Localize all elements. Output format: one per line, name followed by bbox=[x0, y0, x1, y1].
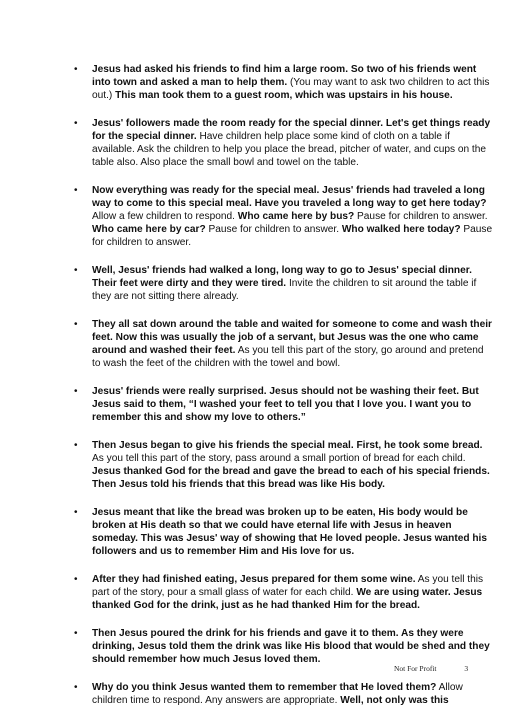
bold-text: They all sat down around the table and waited for someone to come and wash their feet. Now this was usually the job of a servant, but Jesus was the one who came around and washed their feet. bbox=[92, 319, 493, 356]
footer-label: Not For Profit bbox=[394, 664, 437, 673]
bullet-paragraph bbox=[74, 318, 494, 370]
bullet-paragraph bbox=[74, 681, 494, 707]
bold-text: Well, not only was this bbox=[340, 695, 449, 706]
bullet-icon: • bbox=[74, 386, 78, 397]
bullet-paragraph bbox=[74, 506, 494, 558]
instruction-text: Pause for children to answer. bbox=[205, 224, 342, 235]
instruction-text: (You may want to ask two children to act this out.) bbox=[92, 77, 490, 101]
bold-text: Jesus' followers made the room ready for the special dinner. Let's get things ready for the special dinner. bbox=[92, 118, 491, 142]
bullet-icon: • bbox=[74, 507, 78, 518]
instruction-text: Allow children time to respond. Any answers are appropriate. bbox=[92, 682, 463, 706]
bullet-icon: • bbox=[74, 265, 78, 276]
bold-text: Jesus meant that like the bread was broken up to be eaten, His body would be broken at His death so that we could have eternal life with Jesus in heaven someday. This was Jesus' way of showing that He loved people. Jesus wanted his followers and us to remember Him and His love for us. bbox=[92, 507, 487, 557]
bold-text: Why do you think Jesus wanted them to remember that He loved them? bbox=[92, 682, 437, 693]
bullet-paragraph bbox=[74, 439, 494, 491]
instruction-text: As you tell this part of the story, pass around a small portion of bread for each child. bbox=[92, 453, 466, 464]
bullet-icon: • bbox=[74, 574, 78, 585]
instruction-text: Pause for children to answer. bbox=[354, 211, 488, 222]
bullet-icon: • bbox=[74, 118, 78, 129]
page-footer bbox=[394, 664, 468, 673]
instruction-text: Invite the children to sit around the table if they are not sitting there already. bbox=[92, 278, 477, 302]
bullet-paragraph bbox=[74, 385, 494, 424]
bullet-list bbox=[74, 63, 494, 722]
instruction-text: Allow a few children to respond. bbox=[92, 211, 238, 222]
bullet-icon: • bbox=[74, 319, 78, 330]
bullet-icon: • bbox=[74, 440, 78, 451]
bold-text: Who came here by car? bbox=[92, 224, 206, 235]
bullet-icon: • bbox=[74, 185, 78, 196]
bullet-paragraph bbox=[74, 63, 494, 102]
bold-text: This man took them to a guest room, which was upstairs in his house. bbox=[115, 90, 453, 101]
bullet-icon: • bbox=[74, 64, 78, 75]
bold-text: Jesus' friends were really surprised. Jesus should not be washing their feet. But Jesus said to them, “I washed your feet to tell you that I love you. I want you to remember this and show my love to others.” bbox=[92, 386, 479, 423]
bullet-paragraph bbox=[74, 117, 494, 169]
bold-text: Who walked here today? bbox=[341, 224, 461, 235]
bold-text: Who came here by bus? bbox=[237, 211, 355, 222]
instruction-text: Pause for children to answer. bbox=[92, 224, 493, 248]
bold-text: After they had finished eating, Jesus prepared for them some wine. bbox=[92, 574, 416, 585]
bold-text: Jesus had asked his friends to find him a large room. So two of his friends went into town and asked a man to help them. bbox=[92, 64, 477, 88]
instruction-text: As you tell this part of the story, go around and pretend to wash the feet of the children with the towel and bowl. bbox=[92, 345, 484, 369]
bullet-icon: • bbox=[74, 682, 78, 693]
bullet-paragraph bbox=[74, 627, 494, 666]
bullet-icon: • bbox=[74, 628, 78, 639]
bullet-paragraph bbox=[74, 184, 494, 249]
bold-text: We are using water. Jesus thanked God for the drink, just as he had thanked Him for the bread. bbox=[92, 587, 483, 611]
bold-text: Then Jesus began to give his friends the special meal. First, he took some bread. bbox=[92, 440, 483, 451]
bold-text: Now everything was ready for the special meal. Jesus' friends had traveled a long way to come to this special meal. Have you traveled a long way to get here today? bbox=[92, 185, 487, 209]
bullet-paragraph bbox=[74, 264, 494, 303]
bullet-paragraph bbox=[74, 573, 494, 612]
bold-text: Jesus thanked God for the bread and gave the bread to each of his special friends. Then Jesus told his friends that this bread was like His body. bbox=[92, 466, 490, 490]
bold-text: Well, Jesus' friends had walked a long, long way to go to Jesus' special dinner. Their feet were dirty and they were tired. bbox=[92, 265, 472, 289]
instruction-text: Have children help place some kind of cloth on a table if available. Ask the children to help you place the bread, pitcher of water, and cups on the table also. Also place the small bowl and towel on the table. bbox=[92, 131, 487, 168]
page-number: 3 bbox=[464, 664, 469, 673]
bold-text: Then Jesus poured the drink for his friends and gave it to them. As they were drinking, Jesus told them the drink was like His blood that would be shed and they should remember how much Jesus loved them. bbox=[92, 628, 490, 665]
instruction-text: As you tell this part of the story, pour a small glass of water for each child. bbox=[92, 574, 484, 598]
